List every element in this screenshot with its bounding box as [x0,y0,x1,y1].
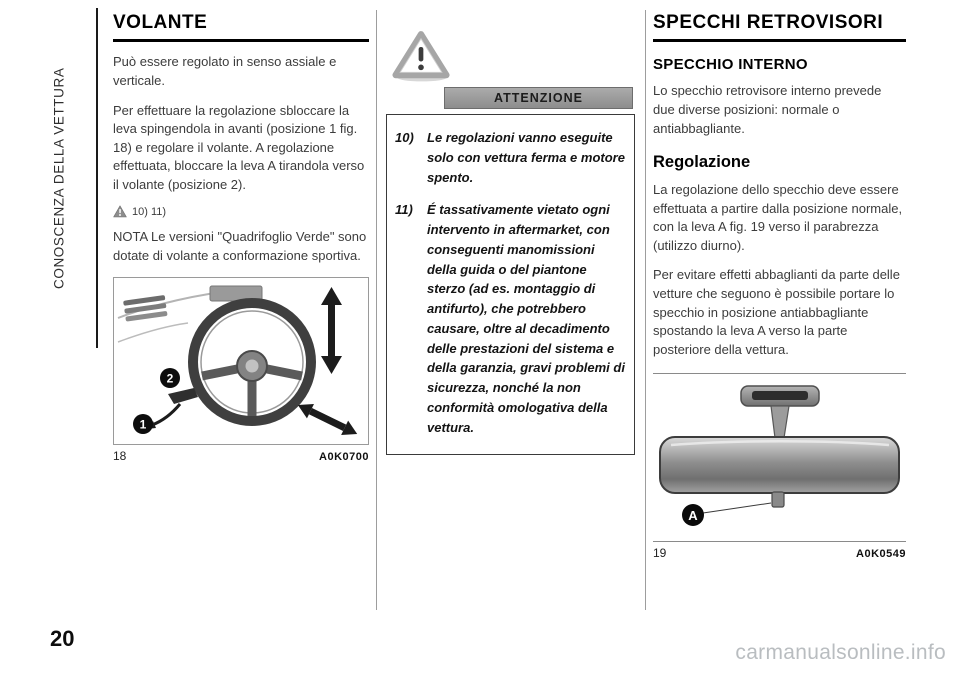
column-attenzione [386,12,635,455]
warning-reference [113,205,369,218]
section-heading-specchi: SPECCHI RETROVISORI [653,12,906,42]
figure18-callout-2: 2 [166,371,174,386]
column-specchi [653,12,906,560]
figure-19-code: A0K0549 [856,548,906,561]
attenzione-item-10-text: Le regolazioni vanno eseguite solo con vettura ferma e motore spento. [427,130,625,185]
volante-paragraph-2: Per effettuare la regolazione sbloccare la leva spingendola in avanti (posizione 1 fig. 18) e regolare il volante. A regolazione effettuata, bloccare la leva A tirandola verso il volante (posizione 2). [113,102,365,192]
subheading-specchio-interno: SPECCHIO INTERNO [653,56,808,74]
sidebar-rule [96,8,98,348]
attenzione-item-11 [395,200,625,437]
watermark-text: carmanualsonline.info [735,641,946,664]
figure-18-code: A0K0700 [319,450,369,463]
subheading-regolazione: Regolazione [653,153,751,172]
specchi-paragraph-2: La regolazione dello specchio deve essere effettuata a partire dalla posizione normale, con la leva A fig. 19 verso il parabrezza (utilizzo diurno). [653,182,903,253]
column-volante [113,12,369,463]
warning-triangle-icon [392,28,450,84]
volante-nota: NOTA Le versioni "Quadrifoglio Verde" sono dotate di volante a conformazione sportiva. [113,229,367,264]
attenzione-box [386,114,635,455]
rearview-mirror-illustration [653,382,906,530]
section-heading-volante: VOLANTE [113,12,369,42]
steering-wheel-illustration [114,278,368,444]
attenzione-item-11-text: É tassativamente vietato ogni intervento in aftermarket, con conseguenti manomissioni della guida o del piantone sterzo (ad es. montaggio di antifurto), che potrebbero causare, oltre al decadimento delle prestazioni del sistema e della garanzia, gravi problemi di sicurezza, nonché la non conformità omologativa della vettura. [427,202,625,435]
column-divider-2 [645,10,646,610]
page-number: 20 [50,626,75,651]
figure-19-number: 19 [653,546,667,561]
volante-paragraph-1: Può essere regolato in senso assiale e verticale. [113,54,337,88]
figure-18-caption [113,449,369,463]
small-warning-icon [113,205,127,218]
figure-18-number: 18 [113,448,127,463]
figure-19-caption [653,541,906,560]
attenzione-item-10 [395,128,625,187]
specchi-paragraph-3: Per evitare effetti abbaglianti da parte delle vetture che seguono è possibile portare lo specchio in posizione antiabbagliante spostando la leva A verso la parte posteriore della vettura. [653,267,900,357]
figure-18-frame [113,277,369,445]
figure19-callout-a: A [688,508,698,524]
attenzione-header [386,12,635,109]
warning-reference-numbers: 10) 11) [132,205,167,218]
figure18-callout-1: 1 [139,417,147,432]
column-divider-1 [376,10,377,610]
figure-19-frame [653,373,906,560]
attenzione-item-11-number: 11) [395,202,413,218]
chapter-sidebar-label: CONOSCENZA DELLA VETTURA [51,67,67,289]
attenzione-title-bar: ATTENZIONE [444,87,633,109]
attenzione-item-10-number: 10) [395,130,414,145]
specchi-paragraph-1: Lo specchio retrovisore interno prevede due diverse posizioni: normale o antiabbagliante. [653,83,882,136]
